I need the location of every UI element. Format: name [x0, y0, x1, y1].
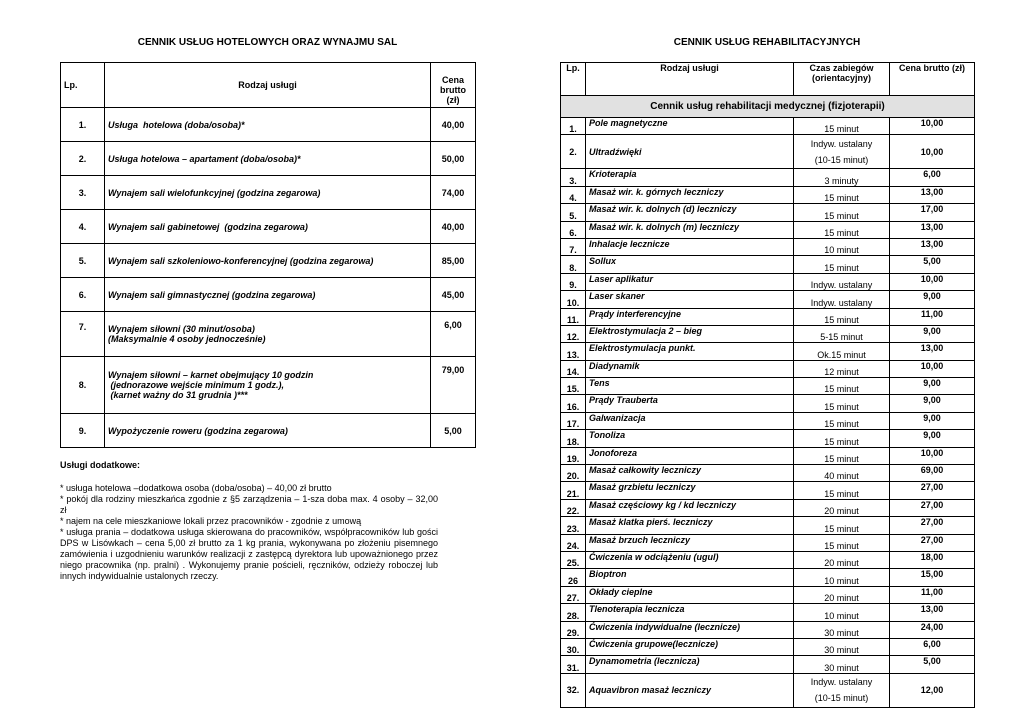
row-service: Ćwiczenia w odciążeniu (ugul) [586, 551, 794, 568]
table-row [561, 186, 975, 203]
header-time-line2: (orientacyjny) [811, 73, 871, 83]
row-time: 15 minut [794, 534, 890, 551]
table-row [561, 586, 975, 603]
row-price: 50,00 [431, 142, 476, 176]
row-service [105, 108, 431, 142]
row-price: 6,00 [890, 169, 975, 186]
row-service: Ćwiczenia grupowe(lecznicze) [586, 638, 794, 655]
row-service-line: Usługa hotelowa – apartament (doba/osoba)* [108, 153, 301, 164]
hotel-price-table [60, 62, 476, 448]
row-time: 15 minut [794, 308, 890, 325]
row-lp: 8. [61, 357, 105, 414]
row-price: 13,00 [890, 221, 975, 238]
row-service: Tonoliza [586, 430, 794, 447]
notes-title: Usługi dodatkowe: [60, 460, 141, 470]
row-lp: 11. [561, 308, 586, 325]
row-time-line: (10-15 minut) [814, 154, 869, 165]
row-time: 15 minut [794, 221, 890, 238]
table-row [61, 244, 476, 278]
row-service-line: Wynajem sali wielofunkcyjnej (godzina zegarowa) [108, 187, 321, 198]
table-row [561, 135, 975, 169]
row-time-line: Indyw. ustalany [810, 138, 873, 149]
row-time: 15 minut [794, 378, 890, 395]
note-item: * usługa hotelowa –dodatkowa osoba (doba/osoba) – 40,00 zł brutto [60, 483, 332, 493]
row-service: Pole magnetyczne [586, 118, 794, 135]
table-row [561, 204, 975, 221]
row-service-line: Wynajem siłowni (30 minut/osoba) [108, 324, 255, 334]
row-service [105, 210, 431, 244]
row-price: 27,00 [890, 534, 975, 551]
row-lp: 13. [561, 343, 586, 360]
row-service-line: (karnet ważny do 31 grudnia )*** [108, 390, 248, 400]
row-lp: 1. [61, 108, 105, 142]
table-row [61, 414, 476, 448]
table-row [561, 308, 975, 325]
row-price: 85,00 [431, 244, 476, 278]
row-price: 79,00 [431, 357, 476, 414]
row-lp: 12. [561, 325, 586, 342]
row-time-line: (10-15 minut) [814, 693, 869, 704]
row-price: 13,00 [890, 343, 975, 360]
row-service: Elektrostymulacja 2 – bieg [586, 325, 794, 342]
row-price: 10,00 [890, 360, 975, 377]
row-time: Ok.15 minut [794, 343, 890, 360]
row-time-line: Indyw. ustalany [810, 677, 873, 688]
table-row [561, 430, 975, 447]
note-item: * najem na cele mieszkaniowe lokali przez pracowników - zgodnie z umową [60, 516, 362, 526]
row-lp: 5. [561, 204, 586, 221]
row-time [794, 135, 890, 169]
table-row [561, 482, 975, 499]
header-time-line1: Czas zabiegów [809, 63, 874, 73]
row-time: 30 minut [794, 638, 890, 655]
row-price: 13,00 [890, 604, 975, 621]
row-service-line: Wynajem sali gabinetowej (godzina zegarowa) [108, 221, 308, 232]
table-row [61, 210, 476, 244]
row-time: 20 minut [794, 551, 890, 568]
row-lp: 26 [561, 569, 586, 586]
row-price: 74,00 [431, 176, 476, 210]
row-lp: 14. [561, 360, 586, 377]
table-row [561, 604, 975, 621]
row-service: Bioptron [586, 569, 794, 586]
row-lp: 2. [561, 135, 586, 169]
row-time: Indyw. ustalany [794, 291, 890, 308]
table-row [561, 517, 975, 534]
row-lp: 31. [561, 656, 586, 673]
table-row [561, 169, 975, 186]
row-price: 13,00 [890, 238, 975, 255]
row-price: 69,00 [890, 465, 975, 482]
row-time: Indyw. ustalany [794, 273, 890, 290]
row-time: 15 minut [794, 186, 890, 203]
row-service: Laser skaner [586, 291, 794, 308]
row-price: 17,00 [890, 204, 975, 221]
row-service [105, 142, 431, 176]
row-price: 9,00 [890, 412, 975, 429]
row-price: 13,00 [890, 186, 975, 203]
table-row [561, 534, 975, 551]
row-lp: 3. [61, 176, 105, 210]
row-time: 10 minut [794, 238, 890, 255]
row-time: 40 minut [794, 465, 890, 482]
row-service: Krioterapia [586, 169, 794, 186]
row-service [105, 312, 431, 357]
row-service: Masaż całkowity leczniczy [586, 465, 794, 482]
row-service: Tens [586, 378, 794, 395]
row-service: Prądy Trauberta [586, 395, 794, 412]
row-service [105, 414, 431, 448]
row-price: 6,00 [431, 312, 476, 357]
row-service: Tlenoterapia lecznicza [586, 604, 794, 621]
row-lp: 9. [61, 414, 105, 448]
row-price: 18,00 [890, 551, 975, 568]
row-price: 11,00 [890, 308, 975, 325]
row-price: 12,00 [890, 673, 975, 707]
row-service-line: (jednorazowe wejście minimum 1 godz.), [108, 380, 285, 390]
table-row [561, 447, 975, 464]
row-time: 15 minut [794, 447, 890, 464]
row-time: 15 minut [794, 118, 890, 135]
row-service-line: Wypożyczenie roweru (godzina zegarowa) [108, 425, 288, 436]
row-lp: 30. [561, 638, 586, 655]
row-time: 5-15 minut [794, 325, 890, 342]
rehab-price-table [560, 62, 975, 708]
row-price: 9,00 [890, 325, 975, 342]
header-price-line2: brutto [440, 85, 466, 95]
row-service: Diadynamik [586, 360, 794, 377]
row-lp: 4. [61, 210, 105, 244]
row-service: Jonoforeza [586, 447, 794, 464]
row-price: 9,00 [890, 430, 975, 447]
row-service: Masaż wir. k. dolnych (d) leczniczy [586, 204, 794, 221]
table-row [61, 176, 476, 210]
row-price: 40,00 [431, 210, 476, 244]
row-service-line: Wynajem siłowni – karnet obejmujący 10 godzin [108, 370, 314, 380]
row-lp: 5. [61, 244, 105, 278]
row-service: Masaż grzbietu leczniczy [586, 482, 794, 499]
row-lp: 2. [61, 142, 105, 176]
table-row [61, 278, 476, 312]
table-row [561, 238, 975, 255]
row-price: 10,00 [890, 447, 975, 464]
row-lp: 1. [561, 118, 586, 135]
row-service: Sollux [586, 256, 794, 273]
header-lp: Lp. [61, 63, 105, 108]
table-row [561, 621, 975, 638]
row-time: 20 minut [794, 499, 890, 516]
row-time: 12 minut [794, 360, 890, 377]
row-price: 10,00 [890, 273, 975, 290]
table-row [561, 673, 975, 707]
row-service-line: Wynajem sali szkoleniowo-konferencyjnej (godzina zegarowa) [108, 255, 374, 266]
row-price: 24,00 [890, 621, 975, 638]
row-service-line: Wynajem sali gimnastycznej (godzina zegarowa) [108, 289, 316, 300]
row-lp: 17. [561, 412, 586, 429]
row-service [105, 244, 431, 278]
row-time: 15 minut [794, 412, 890, 429]
table-row [561, 656, 975, 673]
row-price: 27,00 [890, 517, 975, 534]
row-time: 15 minut [794, 517, 890, 534]
header-service: Rodzaj usługi [105, 63, 431, 108]
row-service: Masaż wir. k. górnych leczniczy [586, 186, 794, 203]
row-price: 5,00 [890, 256, 975, 273]
row-lp: 21. [561, 482, 586, 499]
row-lp: 22. [561, 499, 586, 516]
row-lp: 10. [561, 291, 586, 308]
row-service: Masaż klatka pierś. leczniczy [586, 517, 794, 534]
row-service [105, 357, 431, 414]
row-lp: 27. [561, 586, 586, 603]
row-price: 15,00 [890, 569, 975, 586]
row-time: 30 minut [794, 656, 890, 673]
header-price-line3: (zł) [446, 95, 460, 105]
header-lp: Lp. [561, 63, 586, 96]
row-service: Ćwiczenia indywidualne (lecznicze) [586, 621, 794, 638]
table-row [561, 360, 975, 377]
row-price: 11,00 [890, 586, 975, 603]
row-lp: 18. [561, 430, 586, 447]
row-time: 15 minut [794, 482, 890, 499]
row-price: 45,00 [431, 278, 476, 312]
table-row [561, 325, 975, 342]
row-price: 6,00 [890, 638, 975, 655]
row-service-line: (Maksymalnie 4 osoby jednocześnie) [108, 334, 266, 344]
row-time: 10 minut [794, 569, 890, 586]
row-service: Okłady cieplne [586, 586, 794, 603]
table-row [61, 108, 476, 142]
table-row [561, 256, 975, 273]
row-service: Ultradźwięki [586, 135, 794, 169]
header-service: Rodzaj usługi [586, 63, 794, 96]
row-price: 10,00 [890, 135, 975, 169]
row-service [105, 278, 431, 312]
row-lp: 20. [561, 465, 586, 482]
table-header-row [61, 63, 476, 108]
header-time [794, 63, 890, 96]
row-service-line: Usługa hotelowa (doba/osoba)* [108, 119, 245, 130]
table-row [61, 142, 476, 176]
row-service: Masaż wir. k. dolnych (m) leczniczy [586, 221, 794, 238]
row-price: 9,00 [890, 291, 975, 308]
table-row [61, 357, 476, 414]
table-row [561, 412, 975, 429]
row-time: 10 minut [794, 604, 890, 621]
row-time [794, 673, 890, 707]
row-time: 15 minut [794, 256, 890, 273]
table-row [61, 312, 476, 357]
table-row [561, 343, 975, 360]
row-lp: 15. [561, 378, 586, 395]
row-time: 15 minut [794, 430, 890, 447]
row-service: Masaż częściowy kg / kd leczniczy [586, 499, 794, 516]
table-header-row [561, 63, 975, 96]
row-service: Laser aplikatur [586, 273, 794, 290]
additional-services-notes [60, 460, 438, 582]
row-price: 40,00 [431, 108, 476, 142]
header-price-line1: Cena [441, 75, 464, 85]
row-lp: 7. [561, 238, 586, 255]
row-service: Inhalacje lecznicze [586, 238, 794, 255]
row-lp: 8. [561, 256, 586, 273]
row-service: Dynamometria (lecznicza) [586, 656, 794, 673]
table-row [561, 499, 975, 516]
table-row [561, 118, 975, 135]
row-price: 10,00 [890, 118, 975, 135]
row-lp: 4. [561, 186, 586, 203]
rehab-pricelist-title: CENNIK USŁUG REHABILITACYJNYCH [673, 37, 861, 48]
row-lp: 6. [561, 221, 586, 238]
row-time: 30 minut [794, 621, 890, 638]
row-price: 5,00 [890, 656, 975, 673]
table-row [561, 638, 975, 655]
table-row [561, 291, 975, 308]
row-lp: 28. [561, 604, 586, 621]
row-lp: 6. [61, 278, 105, 312]
row-service: Aquavibron masaż leczniczy [586, 673, 794, 707]
note-item: * usługa prania – dodatkowa usługa skierowana do pracowników, współpracowników lub gości DPS w Lisówkach – cena 5,00 zł brutto za 1 kg prania, wykonywana po złożeniu pisemnego zamówienia i uzgodnieniu warunków realizacji z zastępcą dyrektora lub upoważnionego przez niego pracownika (np. pralni) . Wykonujemy pranie pościeli, ręczników, odzieży roboczej lub innych indywidualnie ustalonych rzeczy. [60, 527, 438, 581]
row-lp: 32. [561, 673, 586, 707]
row-service: Galwanizacja [586, 412, 794, 429]
row-time: 3 minuty [794, 169, 890, 186]
row-price: 5,00 [431, 414, 476, 448]
section-header-row [561, 96, 975, 118]
row-lp: 24. [561, 534, 586, 551]
row-time: 15 minut [794, 395, 890, 412]
row-lp: 3. [561, 169, 586, 186]
row-time: 15 minut [794, 204, 890, 221]
row-lp: 19. [561, 447, 586, 464]
row-service: Prądy interferencyjne [586, 308, 794, 325]
row-lp: 29. [561, 621, 586, 638]
section-title: Cennik usług rehabilitacji medycznej (fizjoterapii) [561, 96, 975, 118]
row-price: 9,00 [890, 378, 975, 395]
row-time: 20 minut [794, 586, 890, 603]
table-row [561, 378, 975, 395]
row-price: 27,00 [890, 482, 975, 499]
table-row [561, 551, 975, 568]
hotel-pricelist-title: CENNIK USŁUG HOTELOWYCH ORAZ WYNAJMU SAL [137, 37, 398, 48]
header-price: Cena brutto (zł) [890, 63, 975, 96]
row-price: 27,00 [890, 499, 975, 516]
row-lp: 7. [61, 312, 105, 357]
row-price: 9,00 [890, 395, 975, 412]
table-row [561, 221, 975, 238]
note-item: * pokój dla rodziny mieszkańca zgodnie z §5 zarządzenia – 1-sza doba max. 4 osoby – 32,00 zł [60, 494, 438, 515]
row-service: Elektrostymulacja punkt. [586, 343, 794, 360]
row-lp: 23. [561, 517, 586, 534]
table-row [561, 465, 975, 482]
table-row [561, 569, 975, 586]
row-service [105, 176, 431, 210]
row-lp: 9. [561, 273, 586, 290]
row-service: Masaż brzuch leczniczy [586, 534, 794, 551]
row-lp: 25. [561, 551, 586, 568]
table-row [561, 395, 975, 412]
row-lp: 16. [561, 395, 586, 412]
table-row [561, 273, 975, 290]
header-price [431, 63, 476, 108]
